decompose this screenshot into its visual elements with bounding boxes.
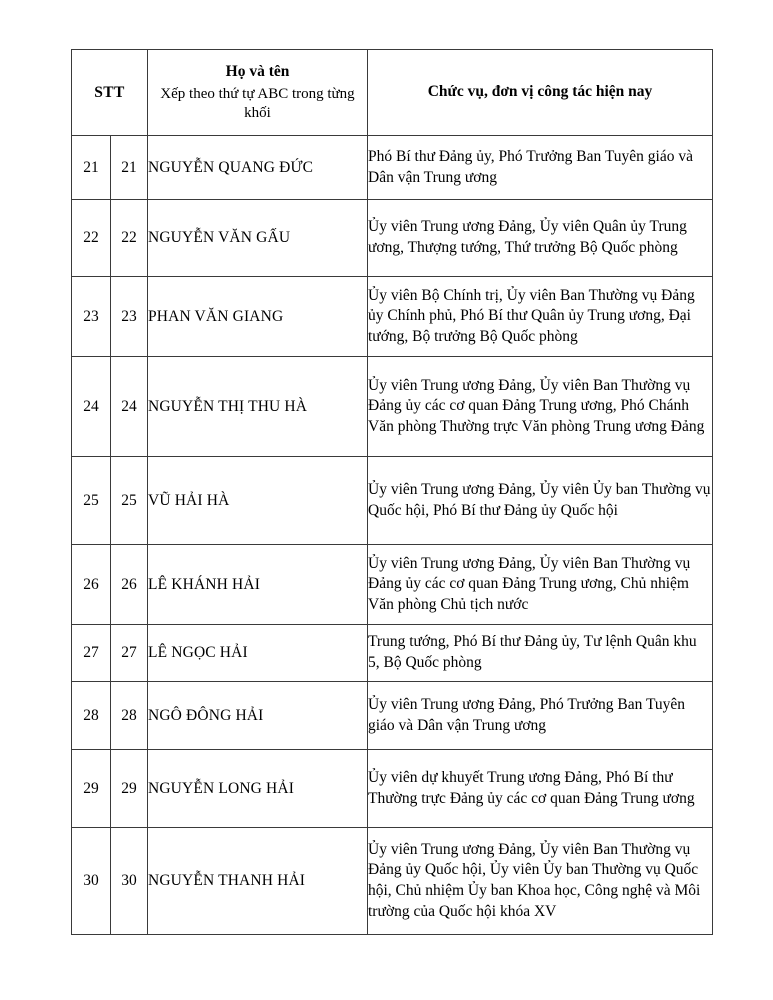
header-cell-position: Chức vụ, đơn vị công tác hiện nay (368, 50, 713, 136)
row-number-primary: 26 (72, 545, 111, 625)
table-row (72, 750, 713, 828)
row-name: NGUYỄN QUANG ĐỨC (148, 136, 368, 200)
roster-table-container (71, 49, 712, 935)
row-number-primary: 27 (72, 625, 111, 682)
roster-table (71, 49, 713, 935)
row-position: Ủy viên Trung ương Đảng, Ủy viên Ban Thường vụ Đảng ủy Quốc hội, Ủy viên Ủy ban Thường vụ Quốc hội, Chủ nhiệm Ủy ban Khoa học, Công nghệ và Môi trường của Quốc hội khóa XV (368, 828, 713, 935)
row-number-secondary: 27 (111, 625, 148, 682)
row-name: NGÔ ĐÔNG HẢI (148, 682, 368, 750)
row-number-primary: 29 (72, 750, 111, 828)
row-name: NGUYỄN THỊ THU HÀ (148, 357, 368, 457)
row-number-primary: 28 (72, 682, 111, 750)
row-number-primary: 24 (72, 357, 111, 457)
row-number-secondary: 28 (111, 682, 148, 750)
header-cell-name (148, 50, 368, 136)
row-position: Ủy viên dự khuyết Trung ương Đảng, Phó Bí thư Thường trực Đảng ủy các cơ quan Đảng Trung ương (368, 750, 713, 828)
row-name: LÊ NGỌC HẢI (148, 625, 368, 682)
row-position: Ủy viên Trung ương Đảng, Ủy viên Ban Thường vụ Đảng ủy các cơ quan Đảng Trung ương, Phó Chánh Văn phòng Thường trực Văn phòng Trung ương Đảng (368, 357, 713, 457)
row-number-primary: 22 (72, 200, 111, 277)
table-row (72, 277, 713, 357)
row-name: VŨ HẢI HÀ (148, 457, 368, 545)
row-number-primary: 23 (72, 277, 111, 357)
row-number-secondary: 23 (111, 277, 148, 357)
row-position: Ủy viên Trung ương Đảng, Ủy viên Ủy ban Thường vụ Quốc hội, Phó Bí thư Đảng ủy Quốc hội (368, 457, 713, 545)
row-name: PHAN VĂN GIANG (148, 277, 368, 357)
row-name: NGUYỄN VĂN GẤU (148, 200, 368, 277)
header-cell-stt: STT (72, 50, 148, 136)
header-name-subtitle: Xếp theo thứ tự ABC trong từng khối (160, 85, 355, 121)
row-position: Phó Bí thư Đảng ủy, Phó Trưởng Ban Tuyên giáo và Dân vận Trung ương (368, 136, 713, 200)
table-row (72, 457, 713, 545)
row-name: NGUYỄN LONG HẢI (148, 750, 368, 828)
row-position: Trung tướng, Phó Bí thư Đảng ủy, Tư lệnh Quân khu 5, Bộ Quốc phòng (368, 625, 713, 682)
table-row (72, 136, 713, 200)
table-header (72, 50, 713, 136)
row-number-secondary: 24 (111, 357, 148, 457)
row-number-secondary: 21 (111, 136, 148, 200)
table-row (72, 828, 713, 935)
table-body (72, 136, 713, 935)
table-row (72, 682, 713, 750)
table-row (72, 545, 713, 625)
row-position: Ủy viên Bộ Chính trị, Ủy viên Ban Thường vụ Đảng ủy Chính phủ, Phó Bí thư Quân ủy Trung ương, Đại tướng, Bộ trưởng Bộ Quốc phòng (368, 277, 713, 357)
row-number-secondary: 25 (111, 457, 148, 545)
row-position: Ủy viên Trung ương Đảng, Ủy viên Quân ủy Trung ương, Thượng tướng, Thứ trưởng Bộ Quốc phòng (368, 200, 713, 277)
row-number-primary: 30 (72, 828, 111, 935)
row-name: NGUYỄN THANH HẢI (148, 828, 368, 935)
row-number-secondary: 22 (111, 200, 148, 277)
header-name-title: Họ và tên (225, 62, 290, 80)
row-position: Ủy viên Trung ương Đảng, Phó Trưởng Ban Tuyên giáo và Dân vận Trung ương (368, 682, 713, 750)
row-number-secondary: 30 (111, 828, 148, 935)
table-row (72, 200, 713, 277)
row-number-primary: 25 (72, 457, 111, 545)
row-position: Ủy viên Trung ương Đảng, Ủy viên Ban Thường vụ Đảng ủy các cơ quan Đảng Trung ương, Chủ nhiệm Văn phòng Chủ tịch nước (368, 545, 713, 625)
row-number-secondary: 26 (111, 545, 148, 625)
row-number-primary: 21 (72, 136, 111, 200)
table-row (72, 357, 713, 457)
row-number-secondary: 29 (111, 750, 148, 828)
row-name: LÊ KHÁNH HẢI (148, 545, 368, 625)
table-row (72, 625, 713, 682)
header-row (72, 50, 713, 136)
